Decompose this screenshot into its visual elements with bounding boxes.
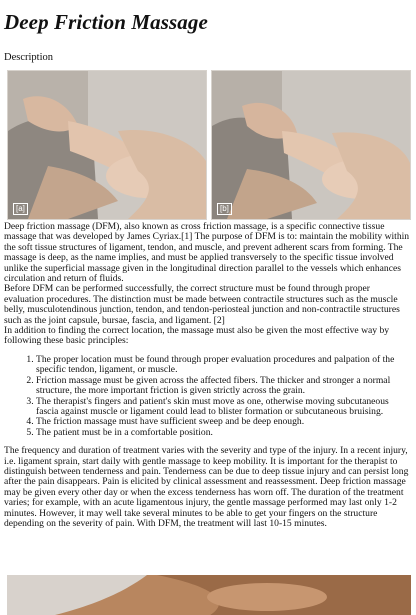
figure-label-a: [a] bbox=[13, 203, 28, 215]
principles-list bbox=[4, 355, 410, 438]
massage-photo-c-image bbox=[7, 575, 411, 615]
massage-photo-b-image bbox=[212, 71, 410, 219]
list-item: 2. Friction massage must be given across the affected fibers. The thicker and stronger a normal structure, the more important friction is given strictly across the grain. bbox=[36, 376, 410, 397]
list-item: 5. The patient must be in a comfortable position. bbox=[36, 428, 410, 438]
massage-photo-a-image bbox=[8, 71, 206, 219]
paragraph-evaluation: Before DFM can be performed successfully, the correct structure must be found through proper evaluation procedures. The distinction must be made between contractile structures such as the muscle belly, musculotendinous junction, tendon, and tendon-periosteal junction and non-contractile structures such as the joint capsule, bursae, fascia, and ligament. [2] bbox=[4, 283, 400, 326]
list-item: 4. The friction massage must have sufficient sweep and be deep enough. bbox=[36, 417, 410, 427]
list-item: 1. The proper location must be found through proper evaluation procedures and palpation of the specific tendon, ligament, or muscle. bbox=[36, 355, 410, 376]
massage-photo-a bbox=[7, 70, 207, 220]
paragraph-frequency: The frequency and duration of treatment varies with the severity and type of the injury. In a recent injury, i.e. ligament sprain, start daily with gentle massage to keep mobility. It is important for the therapist to distinguish between tenderness and pain. Tenderness can be due to deep tissue injury and can persist long after the pain disappears. Pain is elicited by clinical assessment and reassessment. Deep friction massage may be given every other day or when the excess tenderness has worn off. The duration of the treatment varies; for example, with an acute ligamentous injury, the gentle massage performed may last only 1-2 minutes. However, it may well take several minutes to be able to get your fingers on the structure depending on the severity of pain. With DFM, the treatment will last 10-15 minutes. bbox=[4, 445, 409, 529]
section-heading-description: Description bbox=[4, 52, 53, 63]
page-title: Deep Friction Massage bbox=[4, 10, 208, 34]
massage-photo-c bbox=[7, 575, 411, 615]
paragraph-intro: Deep friction massage (DFM), also known as cross friction massage, is a specific connective tissue massage that was developed by James Cyriax.[1] The purpose of DFM is to: maintain the mobility within the soft tissue structures of ligament, tendon, and muscle, and prevent adherent scars from forming. The massage is deep, as the name implies, and must be applied transversely to the specific tissue involved unlike the superficial massage given in the longitudinal direction parallel to the vessels which enhances circulation and return of fluids. bbox=[4, 221, 410, 285]
list-item: 3. The therapist's fingers and patient's skin must move as one, otherwise moving subcutaneous fascia against muscle or ligament could lead to blister formation or subcutaneous bruising. bbox=[36, 397, 410, 418]
article-body bbox=[4, 222, 410, 529]
paragraph-principles-intro: In addition to finding the correct location, the massage must also be given the most effective way by following these basic principles: bbox=[4, 325, 390, 347]
massage-photo-b bbox=[211, 70, 411, 220]
figure-label-b: [b] bbox=[217, 203, 232, 215]
